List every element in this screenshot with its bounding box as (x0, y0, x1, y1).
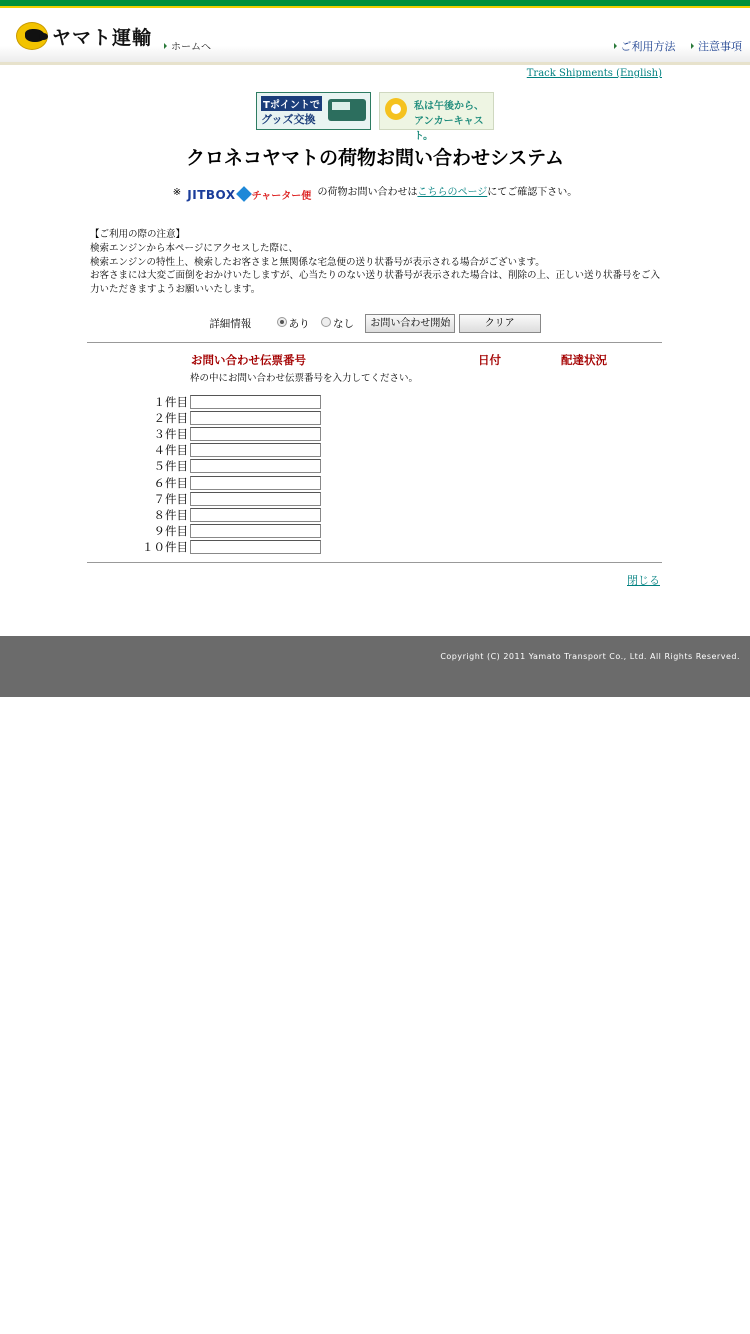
tracking-row-label: １件目 (153, 395, 188, 410)
track-shipments-link[interactable]: Track Shipments (English) (526, 68, 662, 79)
nav-usage-link[interactable] (614, 40, 676, 53)
tracking-number-input-7[interactable] (190, 492, 321, 506)
banner2-line2: アンカーキャスト。 (414, 116, 484, 142)
divider-top (87, 342, 662, 343)
banner1-top-text: Tポイントで (261, 96, 322, 111)
tracking-row-label: ２件目 (153, 411, 188, 426)
tracking-input-rows (120, 394, 321, 555)
usage-notice (90, 228, 665, 297)
tracking-number-input-3[interactable] (190, 427, 321, 441)
track-shipments-english (527, 68, 662, 79)
tracking-row (120, 442, 321, 458)
tracking-row (120, 491, 321, 507)
tracking-row (120, 426, 321, 442)
detail-label: 詳細情報 (209, 317, 252, 330)
arrow-right-icon (164, 43, 167, 49)
detail-yes-option[interactable] (277, 318, 310, 330)
copyright-text: Copyright (C) 2011 Yamato Transport Co., Ltd. All Rights Reserved. (440, 652, 740, 661)
jitbox-notice (0, 183, 750, 202)
nav-usage-label: ご利用方法 (620, 40, 676, 53)
col-head-number: お問い合わせ伝票番号 (191, 353, 306, 367)
tracking-number-input-8[interactable] (190, 508, 321, 522)
detail-no-radio[interactable] (321, 317, 331, 327)
detail-no-option[interactable] (321, 318, 354, 330)
col-head-date: 日付 (478, 353, 501, 367)
detail-yes-label: あり (288, 317, 310, 330)
clock-icon (385, 98, 407, 120)
page-title: クロネコヤマトの荷物お問い合わせシステム (185, 147, 565, 169)
tracking-row (120, 394, 321, 410)
banner-area (256, 92, 494, 142)
nav-notes-link[interactable] (691, 40, 742, 53)
col-head-status: 配達状況 (561, 353, 607, 367)
tracking-row-label: ８件目 (153, 507, 188, 522)
jitbox-prefix: ※ (172, 187, 182, 198)
tracking-number-input-2[interactable] (190, 411, 321, 425)
search-form (0, 314, 750, 333)
search-start-button[interactable]: お問い合わせ開始 (365, 314, 455, 333)
close-area (627, 572, 660, 588)
tracking-row (120, 458, 321, 474)
detail-yes-radio[interactable] (277, 317, 287, 327)
tracking-row-label: ６件目 (153, 475, 188, 490)
tracking-number-input-9[interactable] (190, 524, 321, 538)
truck-icon (328, 99, 366, 121)
tracking-number-input-1[interactable] (190, 395, 321, 409)
tracking-row-label: １０件目 (142, 539, 188, 554)
header-nav (602, 38, 743, 54)
tracking-number-input-10[interactable] (190, 540, 321, 554)
jitbox-page-link[interactable]: こちらのページ (417, 187, 488, 198)
tracking-row (120, 410, 321, 426)
arrow-right-icon (691, 43, 694, 49)
jitbox-text-after: にてご確認下さい。 (487, 187, 578, 198)
jitbox-logo-sub: チャーター便 (251, 191, 312, 202)
close-link[interactable]: 閉じる (627, 574, 660, 587)
divider-bottom (87, 562, 662, 563)
site-footer (0, 636, 750, 697)
jitbox-logo-text: JITBOX (187, 188, 236, 202)
input-instruction: 枠の中にお問い合わせ伝票番号を入力してください。 (190, 373, 419, 384)
jitbox-text-before: の荷物お問い合わせは (317, 187, 418, 198)
anchorcast-banner[interactable] (379, 92, 494, 142)
jitbox-logo (187, 187, 311, 202)
arrow-right-icon (614, 43, 617, 49)
notice-line3: お客さまには大変ご面倒をおかけいたしますが、心当たりのない送り状番号が表示された場合は、削除の上、正しい送り状番号をご入力いただきますようお願いいたします。 (90, 270, 661, 296)
banner1-bottom-text: グッズ交換 (261, 113, 316, 126)
tpoint-banner[interactable] (256, 92, 371, 130)
tracking-row (120, 507, 321, 523)
detail-no-label: なし (333, 317, 354, 330)
tracking-row-label: ４件目 (153, 443, 188, 458)
jitbox-cube-icon (236, 186, 252, 202)
tracking-row-label: ９件目 (153, 523, 188, 538)
logo-text: ヤマト運輸 (51, 26, 152, 49)
notice-title: 【ご利用の際の注意】 (90, 229, 186, 240)
yamato-logo[interactable] (16, 22, 152, 50)
notice-line2: 検索エンジンの特性上、検索したお客さまと無関係な宅急便の送り状番号が表示される場合がございます。 (90, 256, 545, 268)
tracking-row-label: ３件目 (153, 427, 188, 442)
nav-notes-label: 注意事項 (698, 40, 742, 53)
notice-line1: 検索エンジンから本ページにアクセスした際に、 (90, 242, 299, 254)
tracking-number-input-6[interactable] (190, 476, 321, 490)
banner2-line1: 私は午後から、 (414, 101, 484, 112)
clear-button[interactable]: クリア (459, 314, 541, 333)
tracking-number-input-5[interactable] (190, 459, 321, 473)
tracking-row (120, 523, 321, 539)
tracking-row (120, 539, 321, 555)
home-link[interactable] (164, 38, 211, 53)
black-cat-logo-icon (16, 22, 48, 50)
tracking-row-label: ７件目 (153, 491, 188, 506)
tracking-number-input-4[interactable] (190, 443, 321, 457)
site-header (0, 8, 750, 65)
tracking-row (120, 474, 321, 490)
home-link-label: ホームへ (171, 42, 211, 53)
tracking-row-label: ５件目 (153, 459, 188, 474)
